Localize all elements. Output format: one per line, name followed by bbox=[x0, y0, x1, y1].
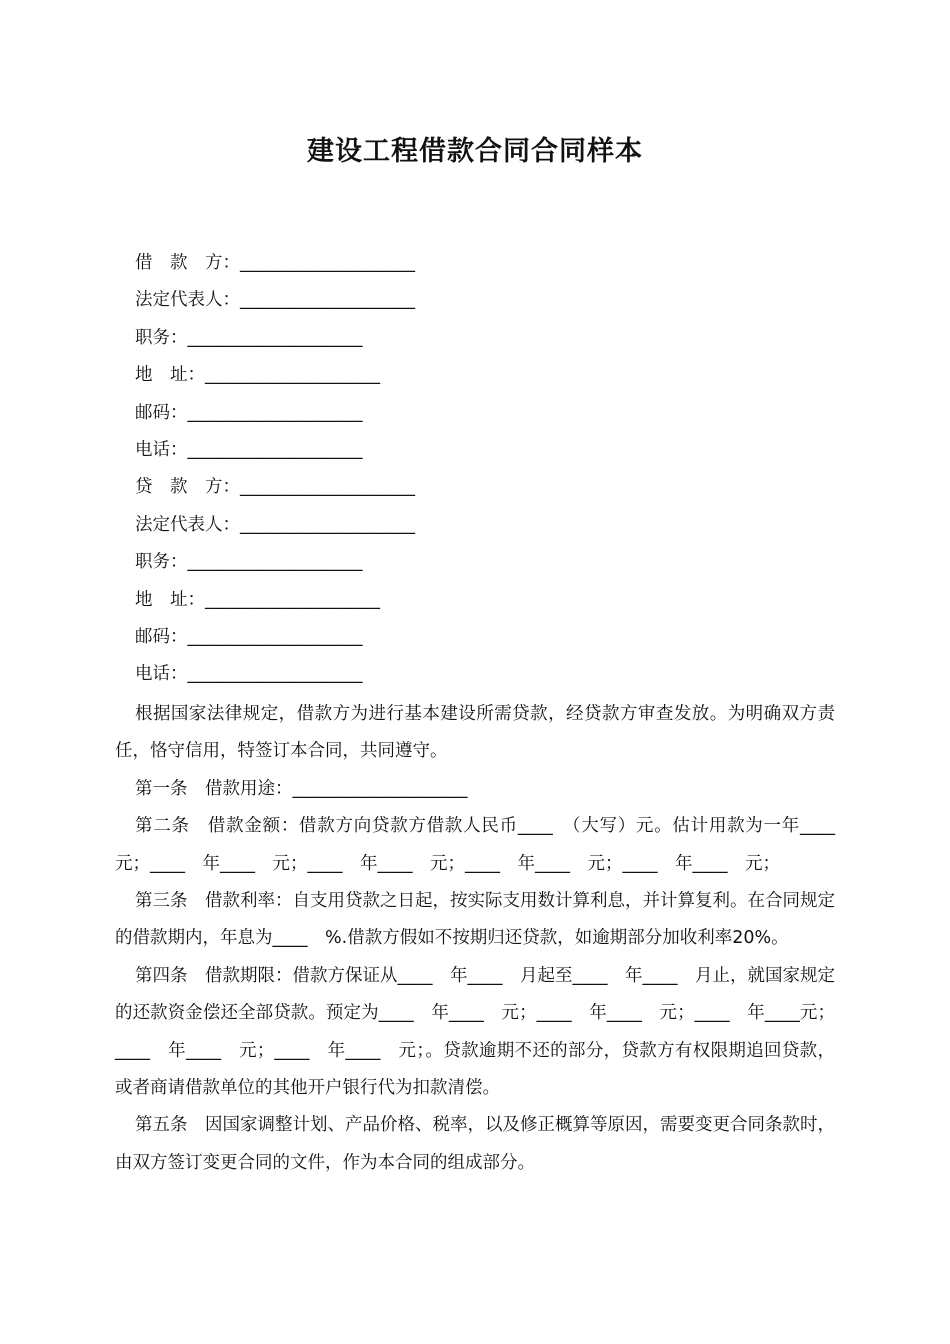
lender-postcode-field: 邮码：____________________ bbox=[135, 626, 363, 647]
lender-legal-rep-field: 法定代表人：____________________ bbox=[135, 514, 415, 535]
party-fields bbox=[135, 249, 835, 698]
lender-address-field: 地 址：____________________ bbox=[135, 589, 380, 610]
article-5-paragraph: 第五条 因国家调整计划、产品价格、税率，以及修正概算等原因，需要变更合同条款时，由双方签订变更合同的文件，作为本合同的组成部分。 bbox=[115, 1115, 835, 1173]
borrower-postcode-field: 邮码：____________________ bbox=[135, 402, 363, 423]
lender-field: 贷 款 方：____________________ bbox=[135, 477, 415, 498]
borrower-phone-field: 电话：____________________ bbox=[135, 439, 363, 460]
borrower-legal-rep-field: 法定代表人：____________________ bbox=[135, 290, 415, 311]
article-3-paragraph: 第三条 借款利率：自支用贷款之日起，按实际支用数计算利息，并计算复利。在合同规定的借款期内，年息为____ %.借款方假如不按期归还贷款，如逾期部分加收利率20%。 bbox=[115, 891, 835, 949]
borrower-position-field: 职务：____________________ bbox=[135, 327, 363, 348]
article-2-paragraph: 第二条 借款金额：借款方向贷款方借款人民币____ （大写）元。估计用款为一年____ 元；____ 年____ 元；____ 年____ 元；____ 年____ 元；____ 年____ 元； bbox=[115, 816, 853, 874]
lender-phone-field: 电话：____________________ bbox=[135, 664, 363, 685]
borrower-field: 借 款 方：____________________ bbox=[135, 253, 415, 273]
preamble-paragraph: 根据国家法律规定，借款方为进行基本建设所需贷款，经贷款方审查发放。为明确双方责任，恪守信用，特签订本合同，共同遵守。 bbox=[115, 704, 835, 762]
article-4-paragraph: 第四条 借款期限：借款方保证从____ 年____ 月起至____ 年____ 月止，就国家规定的还款资金偿还全部贷款。预定为____ 年____ 元；____ 年____ 元；____ 年____元；____ 年____ 元；____ 年____ 元；。贷款逾期不还的部分，贷款方有权限期追回贷款，或者商请借款单位的其他开户银行代为扣款清偿。 bbox=[115, 965, 835, 1099]
lender-position-field: 职务：____________________ bbox=[135, 552, 363, 573]
article-1-paragraph: 第一条 借款用途：____________________ bbox=[135, 778, 468, 799]
document-title: 建设工程借款合同合同样本 bbox=[307, 136, 643, 167]
contract-body bbox=[115, 696, 853, 1182]
borrower-address-field: 地 址：____________________ bbox=[135, 365, 380, 386]
